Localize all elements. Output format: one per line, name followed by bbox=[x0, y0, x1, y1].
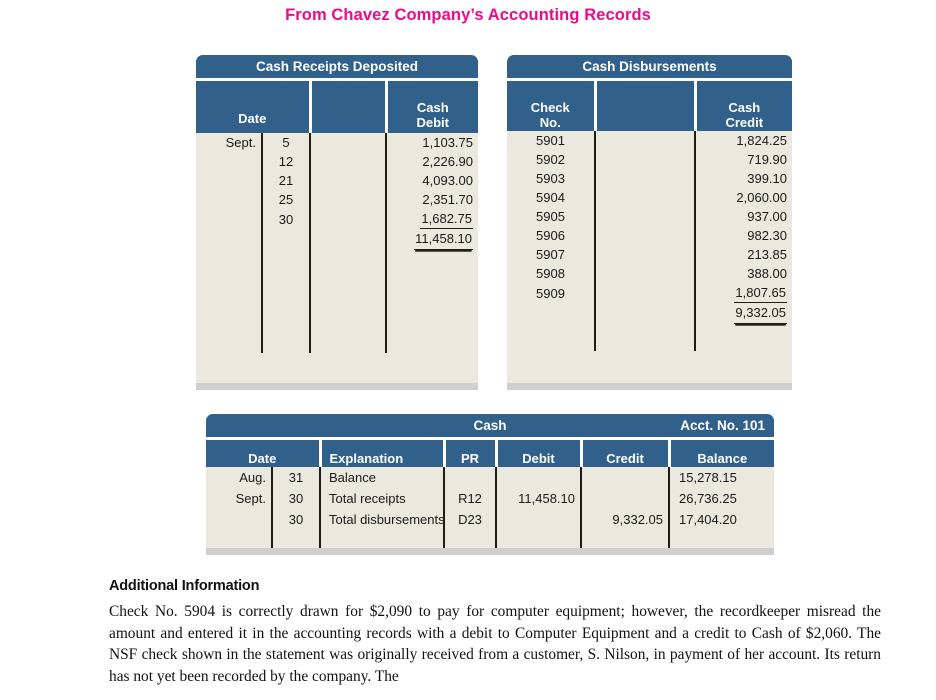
cell-balance: 26,736.25 bbox=[669, 488, 774, 509]
column-header-check-line2: No. bbox=[539, 115, 561, 131]
cash-disbursements-caption: Cash Disbursements bbox=[507, 55, 792, 78]
table-shadow-bar bbox=[507, 383, 792, 390]
column-header-cash-debit-line1: Cash bbox=[416, 100, 449, 116]
cell-cash-credit bbox=[695, 283, 792, 303]
table-row bbox=[196, 190, 478, 209]
cell-balance: 15,278.15 bbox=[669, 467, 774, 488]
cell-blank bbox=[595, 131, 695, 150]
cell-blank bbox=[595, 150, 695, 169]
cash-ledger-body bbox=[206, 467, 774, 551]
filler-cell bbox=[595, 324, 695, 351]
cell-cash-credit: 719.90 bbox=[695, 150, 792, 169]
cell-debit: 11,458.10 bbox=[496, 488, 581, 509]
filler-cell bbox=[695, 324, 792, 351]
cell-debit bbox=[496, 467, 581, 488]
additional-information-heading: Additional Information bbox=[109, 578, 260, 594]
cell-check-no: 5901 bbox=[507, 131, 595, 150]
column-header-date-label: Date bbox=[238, 111, 267, 127]
cell-credit: 9,332.05 bbox=[581, 509, 669, 530]
table-filler-row bbox=[507, 324, 792, 351]
cell-blank bbox=[595, 245, 695, 264]
cell-day: 30 bbox=[272, 488, 320, 509]
cell-day: 12 bbox=[262, 152, 310, 171]
table-total-row bbox=[507, 303, 792, 324]
column-header-cash-debit-line2: Debit bbox=[416, 115, 449, 131]
filler-cell bbox=[507, 324, 595, 351]
cell-day-empty bbox=[262, 229, 310, 250]
cell-month bbox=[206, 509, 272, 530]
table-filler-row bbox=[196, 250, 478, 353]
cell-pr: D23 bbox=[444, 509, 496, 530]
cash-debit-total-value: 11,458.10 bbox=[414, 229, 473, 250]
table-row bbox=[507, 283, 792, 303]
table-row bbox=[507, 169, 792, 188]
cell-blank bbox=[310, 229, 386, 250]
cell-blank bbox=[595, 207, 695, 226]
cell-blank bbox=[310, 152, 386, 171]
ledger-caption bbox=[206, 414, 774, 437]
cell-month bbox=[196, 190, 262, 209]
table-row bbox=[196, 133, 478, 152]
table-shadow-bar bbox=[196, 383, 478, 390]
cell-cash-credit: 399.10 bbox=[695, 169, 792, 188]
filler-cell bbox=[196, 250, 262, 353]
filler-cell bbox=[386, 250, 478, 353]
column-header-blank bbox=[595, 81, 695, 131]
cell-day: 21 bbox=[262, 171, 310, 190]
cell-day: 25 bbox=[262, 190, 310, 209]
cash-receipts-body bbox=[196, 133, 478, 353]
column-header-check-line1: Check bbox=[530, 100, 570, 116]
cash-disbursements-table bbox=[507, 55, 792, 383]
table-total-row bbox=[196, 229, 478, 250]
cell-month: Sept. bbox=[206, 488, 272, 509]
ledger-account-number: Acct. No. 101 bbox=[680, 418, 765, 433]
filler-cell bbox=[310, 250, 386, 353]
cash-ledger-table bbox=[206, 414, 774, 548]
cell-month: Aug. bbox=[206, 467, 272, 488]
table-row bbox=[507, 264, 792, 283]
column-header-cash-credit bbox=[695, 81, 792, 131]
column-header-balance: Balance bbox=[669, 440, 774, 467]
cash-disbursements-grid bbox=[507, 81, 792, 351]
cell-cash-debit bbox=[386, 209, 478, 229]
cell-day: 5 bbox=[262, 133, 310, 152]
cell-cash-debit: 2,226.90 bbox=[386, 152, 478, 171]
cell-blank bbox=[595, 264, 695, 283]
table-row bbox=[507, 131, 792, 150]
column-header-blank bbox=[310, 81, 386, 133]
column-header-check-no bbox=[507, 81, 595, 131]
table-row bbox=[196, 152, 478, 171]
cell-cash-credit: 1,824.25 bbox=[695, 131, 792, 150]
table-row bbox=[206, 467, 774, 488]
cell-cash-debit: 4,093.00 bbox=[386, 171, 478, 190]
page-title: From Chavez Company’s Accounting Records bbox=[285, 6, 651, 24]
cell-check-no: 5904 bbox=[507, 188, 595, 207]
cell-month bbox=[196, 171, 262, 190]
table-row bbox=[507, 188, 792, 207]
cell-month: Sept. bbox=[196, 133, 262, 152]
cell-day: 30 bbox=[272, 509, 320, 530]
cell-balance: 17,404.20 bbox=[669, 509, 774, 530]
column-header-date bbox=[196, 81, 310, 133]
additional-information-body: Check No. 5904 is correctly drawn for $2,090 to pay for computer equipment; however, the recordkeeper misread the amount and entered it in the accounting records with a debit to Computer Equipment and a credit to Cash of $2,060. The NSF check shown in the statement was originally received from a customer, S. Nilson, in payment of her account. Its return has not yet been recorded by the company. The bbox=[109, 603, 881, 685]
column-header-date bbox=[206, 440, 320, 467]
table-row bbox=[507, 226, 792, 245]
cell-month bbox=[196, 209, 262, 229]
table-shadow-bar bbox=[206, 548, 774, 555]
cell-check-no-empty bbox=[507, 303, 595, 324]
cell-cash-debit-value: 1,682.75 bbox=[420, 209, 473, 229]
cell-check-no: 5903 bbox=[507, 169, 595, 188]
cell-cash-credit: 213.85 bbox=[695, 245, 792, 264]
cell-explanation: Total receipts bbox=[320, 488, 444, 509]
cell-blank bbox=[595, 283, 695, 303]
table-header-row bbox=[196, 81, 478, 133]
table-header-row bbox=[206, 440, 774, 467]
cash-receipts-deposited-table bbox=[196, 55, 478, 383]
cell-month-empty bbox=[196, 229, 262, 250]
cash-disbursements-body bbox=[507, 131, 792, 351]
column-header-cash-debit bbox=[386, 81, 478, 133]
cash-credit-total-value: 9,332.05 bbox=[734, 303, 787, 324]
cell-check-no: 5905 bbox=[507, 207, 595, 226]
column-header-credit: Credit bbox=[581, 440, 669, 467]
column-header-cash-credit-line2: Credit bbox=[725, 115, 764, 131]
ledger-caption-title: Cash bbox=[473, 418, 507, 433]
cash-receipts-grid bbox=[196, 81, 478, 353]
cell-check-no: 5909 bbox=[507, 283, 595, 303]
cell-cash-debit-total bbox=[386, 229, 478, 250]
cell-blank bbox=[595, 226, 695, 245]
column-header-cash-credit-line1: Cash bbox=[728, 100, 761, 116]
table-row bbox=[196, 209, 478, 229]
cell-blank bbox=[310, 190, 386, 209]
cell-cash-credit: 937.00 bbox=[695, 207, 792, 226]
cell-pr bbox=[444, 467, 496, 488]
cell-debit bbox=[496, 509, 581, 530]
cell-day: 30 bbox=[262, 209, 310, 229]
cell-blank bbox=[595, 303, 695, 324]
cell-blank bbox=[310, 209, 386, 229]
cell-cash-debit: 2,351.70 bbox=[386, 190, 478, 209]
table-row bbox=[196, 171, 478, 190]
cell-cash-credit: 2,060.00 bbox=[695, 188, 792, 207]
column-header-date-label: Date bbox=[248, 451, 277, 467]
cell-explanation: Total disbursements bbox=[320, 509, 444, 530]
cell-check-no: 5907 bbox=[507, 245, 595, 264]
filler-cell bbox=[262, 250, 310, 353]
cell-blank bbox=[310, 171, 386, 190]
cash-ledger-grid bbox=[206, 440, 774, 551]
cell-check-no: 5906 bbox=[507, 226, 595, 245]
cell-explanation: Balance bbox=[320, 467, 444, 488]
column-header-explanation: Explanation bbox=[320, 440, 444, 467]
cell-credit bbox=[581, 467, 669, 488]
column-header-debit: Debit bbox=[496, 440, 581, 467]
cell-day: 31 bbox=[272, 467, 320, 488]
cell-check-no: 5908 bbox=[507, 264, 595, 283]
table-row bbox=[507, 245, 792, 264]
cash-receipts-caption: Cash Receipts Deposited bbox=[196, 55, 478, 78]
cell-blank bbox=[595, 169, 695, 188]
cell-cash-credit-value: 1,807.65 bbox=[734, 283, 787, 303]
table-row bbox=[507, 150, 792, 169]
table-row bbox=[507, 207, 792, 226]
cell-credit bbox=[581, 488, 669, 509]
cell-month bbox=[196, 152, 262, 171]
cell-blank bbox=[595, 188, 695, 207]
cell-pr: R12 bbox=[444, 488, 496, 509]
cell-cash-credit: 388.00 bbox=[695, 264, 792, 283]
table-row bbox=[206, 509, 774, 530]
cell-blank bbox=[310, 133, 386, 152]
cell-cash-debit: 1,103.75 bbox=[386, 133, 478, 152]
column-header-pr: PR bbox=[444, 440, 496, 467]
cell-cash-credit-total bbox=[695, 303, 792, 324]
cell-check-no: 5902 bbox=[507, 150, 595, 169]
table-row bbox=[206, 488, 774, 509]
table-header-row bbox=[507, 81, 792, 131]
cell-cash-credit: 982.30 bbox=[695, 226, 792, 245]
